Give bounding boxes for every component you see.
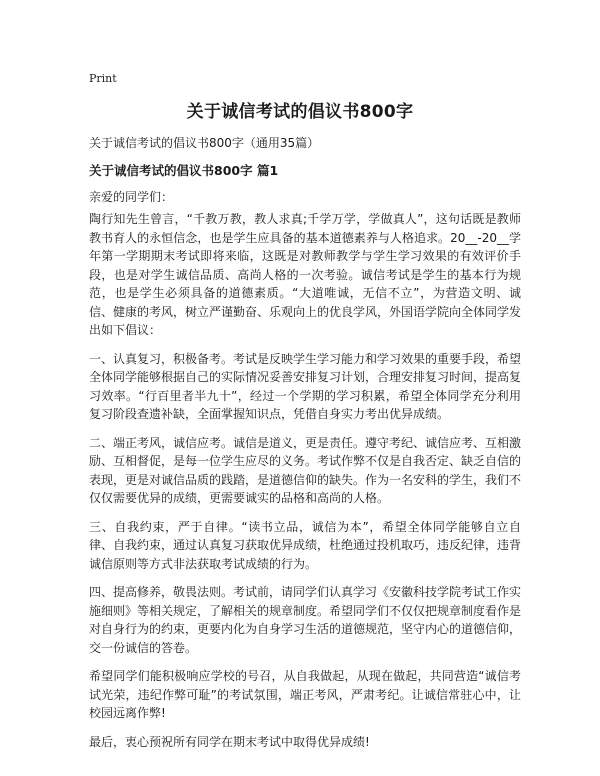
paragraph-closing: 最后，衷心预祝所有同学在期末考试中取得优异成绩! <box>89 734 370 749</box>
document-subtitle: 关于诚信考试的倡议书800字（通用35篇） <box>89 136 320 150</box>
paragraph-point-3: 三、自我约束，严于自律。“读书立品，诚信为本”，希望全体同学能够自立自律、自我约束，通过认真复习获取优异成绩，杜绝通过投机取巧，违反纪律，违背诚信原则等方式非法获取考试成绩的行为。 <box>89 519 522 571</box>
paragraph-point-4: 四、提高修养，敬畏法则。考试前，请同学们认真学习《安徽科技学院考试工作实施细则》等相关规定，了解相关的规章制度。希望同学们不仅仅把规章制度看作是对自身行为的约束，更要内化为自身学习生活的道德规范，坚守内心的道德信仰，交一份诚信的答卷。 <box>89 585 522 655</box>
section-heading: 关于诚信考试的倡议书800字 篇1 <box>89 163 279 178</box>
page-title: 关于诚信考试的倡议书800字 <box>186 102 414 122</box>
greeting: 亲爱的同学们： <box>89 190 174 204</box>
print-label[interactable]: Print <box>89 72 117 85</box>
paragraph-call: 希望同学们能积极响应学校的号召，从自我做起，从现在做起，共同营造“诚信考试光荣，违纪作弊可耻”的考试氛围，端正考风，严肃考纪。让诚信常驻心中，让校园远离作弊! <box>89 669 521 720</box>
document-body <box>89 210 521 761</box>
paragraph-point-2: 二、端正考风，诚信应考。诚信是道义，更是责任。遵守考纪、诚信应考、互相激励、互相督促，是每一位学生应尽的义务。考试作弊不仅是自我否定、缺乏自信的表现，更是对诚信品质的践踏，是道德信仰的缺失。作为一名安科的学生，我们不仅仅需要优异的成绩，更需要诚实的品格和高尚的人格。 <box>89 435 522 505</box>
paragraph-point-1: 一、认真复习，积极备考。考试是反映学生学习能力和学习效果的重要手段，希望全体同学能够根据自己的实际情况妥善安排复习计划，合理安排复习时间，提高复习效率。“行百里者半九十”，经过一个学期的学习积累，希望全体同学充分利用复习阶段查遗补缺，全面掌握知识点，凭借自身实力考出优异成绩。 <box>89 351 522 421</box>
paragraph-intro: 陶行知先生曾言，“千教万教，教人求真;千学万学，学做真人”，这句话既是教师教书育人的永恒信念，也是学生应具备的基本道德素养与人格追求。20__-20__学年第一学期期末考试即将来临，这既是对教师教学与学生学习效果的有效评价手段，也是对学生诚信品质、高尚人格的一次考验。诚信考试是学生的基本行为规范，也是学生必须具备的道德素质。“大道唯诚，无信不立”，为营造文明、诚信、健康的考风，树立严谨勤奋、乐观向上的优良学风，外国语学院向全体同学发出如下倡议： <box>89 212 522 337</box>
